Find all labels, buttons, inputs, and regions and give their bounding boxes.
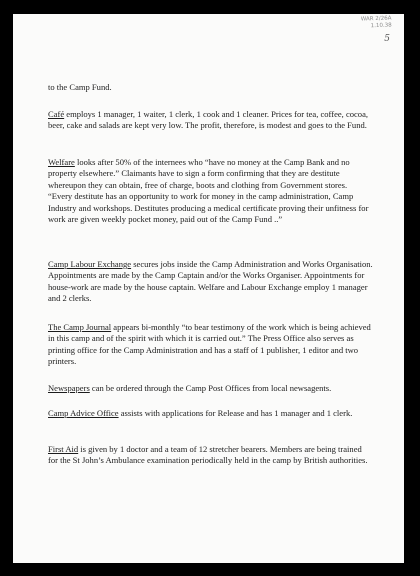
newspapers-text: can be ordered through the Camp Post Offices from local newsagents. xyxy=(89,383,332,393)
camp-journal-text: appears bi-monthly “to bear testimony of the work which is being achieved in this camp and of the spirit with which it is carried out.” The Press Office also serves as printing office for the Camp Administration and has a staff of 1 publisher, 1 editor and two printers. xyxy=(48,322,371,367)
newspapers-heading: Newspapers xyxy=(48,383,90,393)
paragraph-welfare xyxy=(48,157,373,225)
cafe-heading: Café xyxy=(48,109,65,119)
paragraph-camp-journal xyxy=(48,322,373,368)
labour-exchange-heading: Camp Labour Exchange xyxy=(48,259,132,269)
paragraph-fund-tail xyxy=(48,82,373,93)
fund-tail-text: to the Camp Fund. xyxy=(48,82,112,92)
paragraph-advice-office xyxy=(48,408,373,419)
annotation-line-2: 1.10.38 xyxy=(371,22,393,30)
document-page xyxy=(13,14,404,563)
cafe-text: employs 1 manager, 1 waiter, 1 clerk, 1 cook and 1 cleaner. Prices for tea, coffee, cocoa, beer, cake and salads are kept very low. The profit, therefore, is modest and goes to the Fund. xyxy=(48,109,369,131)
camp-journal-heading: The Camp Journal xyxy=(48,322,112,332)
archive-reference-annotation xyxy=(361,15,392,30)
annotation-line-1: WAR 2/26A xyxy=(361,15,392,23)
welfare-text: looks after 50% of the internees who “have no money at the Camp Bank and no property elsewhere.” Claimants have to sign a form confirming that they are destitute whereupon they can obtain, free of charge, boots and clothing from Government stores. “Every destitute has an opportunity to work for money in the camp administration, Camp Industry and workshops. Destitutes producing a medical certificate proving their unfitness for work are given weekly pocket money, paid out of the Camp Fund ..” xyxy=(48,157,369,225)
welfare-heading: Welfare xyxy=(48,157,75,167)
advice-office-heading: Camp Advice Office xyxy=(48,408,119,418)
page-number: 5 xyxy=(384,34,390,44)
first-aid-text: is given by 1 doctor and a team of 12 stretcher bearers. Members are being trained for the St John’s Ambulance examination periodically held in the camp by British authorities. xyxy=(48,444,368,466)
labour-exchange-text: secures jobs inside the Camp Administration and Works Organisation. Appointments are made by the Camp Captain and/or the Works Organiser. Appointments for house-work are made by the house captain. Welfare and Labour Exchange employ 1 manager and 2 clerks. xyxy=(48,259,373,304)
paragraph-newspapers xyxy=(48,383,373,394)
paragraph-labour-exchange xyxy=(48,259,373,305)
paragraph-cafe xyxy=(48,109,373,132)
paragraph-first-aid xyxy=(48,444,373,467)
first-aid-heading: First Aid xyxy=(48,444,79,454)
advice-office-text: assists with applications for Release and has 1 manager and 1 clerk. xyxy=(118,408,353,418)
